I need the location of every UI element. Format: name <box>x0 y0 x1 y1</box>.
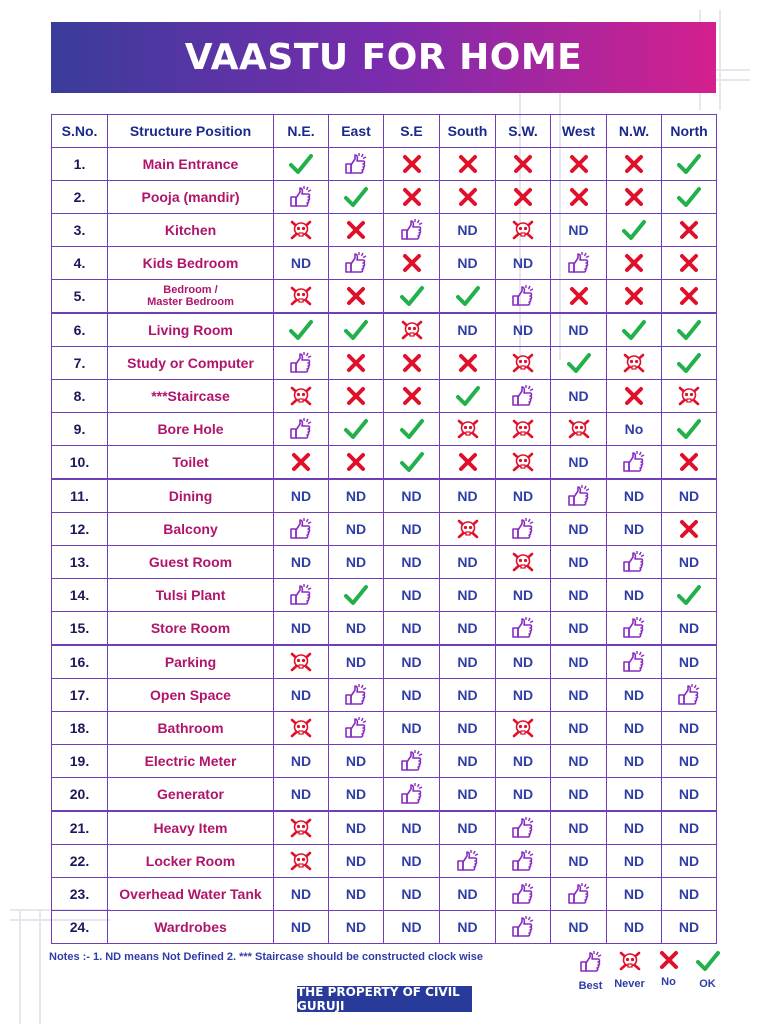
direction-value: ND <box>607 878 662 911</box>
check-icon <box>440 380 496 413</box>
notes: Notes :- 1. ND means Not Defined 2. *** Staircase should be constructed clock wise <box>49 951 484 963</box>
direction-value: ND <box>551 845 607 878</box>
row-number: 17. <box>52 679 108 712</box>
skull-icon <box>496 546 551 579</box>
structure-name: Overhead Water Tank <box>108 878 274 911</box>
row-number: 18. <box>52 712 108 745</box>
cross-icon <box>440 181 496 214</box>
row-number: 10. <box>52 446 108 480</box>
check-icon <box>662 413 717 446</box>
structure-name: Study or Computer <box>108 347 274 380</box>
structure-name: Main Entrance <box>108 148 274 181</box>
check-icon <box>607 214 662 247</box>
cross-icon <box>384 148 440 181</box>
direction-value: ND <box>329 878 384 911</box>
direction-value: ND <box>440 911 496 944</box>
structure-name: Parking <box>108 645 274 679</box>
direction-value: ND <box>274 911 329 944</box>
thumbs-up-icon <box>496 878 551 911</box>
check-icon <box>662 181 717 214</box>
legend-item-ok <box>691 950 724 990</box>
thumbs-up-icon <box>384 745 440 778</box>
cross-icon <box>662 214 717 247</box>
direction-value: ND <box>607 778 662 812</box>
table-row <box>52 911 717 944</box>
thumbs-up-icon <box>496 811 551 845</box>
thumbs-up-icon <box>579 950 603 979</box>
table-row <box>52 313 717 347</box>
thumbs-up-icon <box>551 479 607 513</box>
direction-value: ND <box>384 645 440 679</box>
thumbs-up-icon <box>496 845 551 878</box>
skull-icon <box>496 712 551 745</box>
structure-name: Bore Hole <box>108 413 274 446</box>
table-row <box>52 181 717 214</box>
legend-item-best <box>574 950 607 992</box>
row-number: 11. <box>52 479 108 513</box>
cross-icon <box>329 347 384 380</box>
direction-value: ND <box>496 745 551 778</box>
cross-icon <box>440 446 496 480</box>
skull-icon <box>662 380 717 413</box>
check-icon <box>551 347 607 380</box>
cross-icon <box>551 280 607 314</box>
direction-value: ND <box>440 778 496 812</box>
structure-name: Open Space <box>108 679 274 712</box>
cross-icon <box>384 380 440 413</box>
direction-value: ND <box>551 546 607 579</box>
table-row <box>52 811 717 845</box>
skull-icon <box>274 214 329 247</box>
thumbs-up-icon <box>384 214 440 247</box>
cross-icon <box>551 181 607 214</box>
thumbs-up-icon <box>607 446 662 480</box>
structure-name: Heavy Item <box>108 811 274 845</box>
direction-value: ND <box>607 845 662 878</box>
check-icon <box>662 579 717 612</box>
direction-value: ND <box>384 712 440 745</box>
direction-value: ND <box>662 911 717 944</box>
check-icon <box>440 280 496 314</box>
direction-value: ND <box>274 247 329 280</box>
direction-value: ND <box>440 612 496 646</box>
skull-icon <box>384 313 440 347</box>
direction-value: ND <box>607 579 662 612</box>
direction-value: ND <box>551 811 607 845</box>
direction-value: ND <box>384 811 440 845</box>
row-number: 8. <box>52 380 108 413</box>
structure-name: Wardrobes <box>108 911 274 944</box>
check-icon <box>384 413 440 446</box>
skull-icon <box>274 380 329 413</box>
check-icon <box>662 148 717 181</box>
table-row <box>52 247 717 280</box>
direction-value: ND <box>329 911 384 944</box>
skull-icon <box>274 845 329 878</box>
skull-icon <box>496 446 551 480</box>
row-number: 21. <box>52 811 108 845</box>
row-number: 23. <box>52 878 108 911</box>
direction-value: ND <box>384 513 440 546</box>
col-header-structure: Structure Position <box>108 115 274 148</box>
footer-banner: THE PROPERTY OF CIVIL GURUJI <box>297 986 472 1012</box>
check-icon <box>384 446 440 480</box>
vaastu-table <box>51 114 717 944</box>
row-number: 22. <box>52 845 108 878</box>
cross-icon <box>662 446 717 480</box>
table-row <box>52 712 717 745</box>
table-row <box>52 612 717 646</box>
direction-value: ND <box>440 247 496 280</box>
table-row <box>52 878 717 911</box>
cross-icon <box>440 148 496 181</box>
skull-icon <box>496 413 551 446</box>
direction-value: ND <box>551 380 607 413</box>
row-number: 7. <box>52 347 108 380</box>
direction-value: ND <box>496 479 551 513</box>
direction-value: ND <box>662 811 717 845</box>
direction-value: ND <box>440 313 496 347</box>
legend <box>574 950 724 992</box>
direction-value: ND <box>384 612 440 646</box>
cross-icon <box>384 347 440 380</box>
thumbs-up-icon <box>496 280 551 314</box>
cross-icon <box>496 148 551 181</box>
thumbs-up-icon <box>274 413 329 446</box>
col-header-sw: S.W. <box>496 115 551 148</box>
direction-value: ND <box>440 745 496 778</box>
direction-value: ND <box>384 579 440 612</box>
structure-name: Balcony <box>108 513 274 546</box>
skull-icon <box>274 712 329 745</box>
row-number: 14. <box>52 579 108 612</box>
direction-value: ND <box>607 911 662 944</box>
direction-value: ND <box>440 546 496 579</box>
skull-icon <box>551 413 607 446</box>
cross-icon <box>384 181 440 214</box>
direction-value: ND <box>274 479 329 513</box>
direction-value: ND <box>551 446 607 480</box>
col-header-sno: S.No. <box>52 115 108 148</box>
structure-name: Store Room <box>108 612 274 646</box>
direction-value: ND <box>607 479 662 513</box>
thumbs-up-icon <box>496 380 551 413</box>
direction-value: ND <box>551 679 607 712</box>
direction-value: ND <box>329 778 384 812</box>
direction-value: ND <box>274 878 329 911</box>
thumbs-up-icon <box>274 347 329 380</box>
row-number: 4. <box>52 247 108 280</box>
direction-value: ND <box>607 679 662 712</box>
row-number: 3. <box>52 214 108 247</box>
table-row <box>52 446 717 480</box>
direction-value: ND <box>274 612 329 646</box>
direction-value: ND <box>662 745 717 778</box>
thumbs-up-icon <box>329 679 384 712</box>
direction-value: ND <box>274 745 329 778</box>
structure-name: Dining <box>108 479 274 513</box>
legend-label: Never <box>614 978 645 990</box>
direction-value: ND <box>551 645 607 679</box>
direction-value: ND <box>607 811 662 845</box>
thumbs-up-icon <box>496 911 551 944</box>
direction-value: ND <box>496 778 551 812</box>
cross-icon <box>329 446 384 480</box>
direction-value: ND <box>551 214 607 247</box>
direction-value: No <box>607 413 662 446</box>
structure-name: Locker Room <box>108 845 274 878</box>
direction-value: ND <box>440 811 496 845</box>
header-row <box>52 115 717 148</box>
check-icon <box>662 313 717 347</box>
structure-name: Electric Meter <box>108 745 274 778</box>
direction-value: ND <box>496 645 551 679</box>
direction-value: ND <box>551 911 607 944</box>
thumbs-up-icon <box>440 845 496 878</box>
table-row <box>52 845 717 878</box>
direction-value: ND <box>329 811 384 845</box>
direction-value: ND <box>662 645 717 679</box>
cross-icon <box>607 148 662 181</box>
thumbs-up-icon <box>274 579 329 612</box>
check-icon <box>329 181 384 214</box>
check-icon <box>329 413 384 446</box>
table-row <box>52 214 717 247</box>
skull-icon <box>440 413 496 446</box>
structure-name: Living Room <box>108 313 274 347</box>
direction-value: ND <box>440 579 496 612</box>
legend-label: No <box>661 976 676 988</box>
check-icon <box>607 313 662 347</box>
thumbs-up-icon <box>329 148 384 181</box>
skull-icon <box>274 645 329 679</box>
direction-value: ND <box>551 313 607 347</box>
row-number: 5. <box>52 280 108 314</box>
check-icon <box>384 280 440 314</box>
row-number: 6. <box>52 313 108 347</box>
direction-value: ND <box>440 214 496 247</box>
direction-value: ND <box>329 845 384 878</box>
structure-name: ***Staircase <box>108 380 274 413</box>
cross-icon <box>329 214 384 247</box>
cross-icon <box>607 247 662 280</box>
direction-value: ND <box>551 778 607 812</box>
skull-icon <box>618 950 642 977</box>
row-number: 19. <box>52 745 108 778</box>
direction-value: ND <box>329 479 384 513</box>
skull-icon <box>440 513 496 546</box>
table-row <box>52 413 717 446</box>
cross-icon <box>551 148 607 181</box>
row-number: 12. <box>52 513 108 546</box>
direction-value: ND <box>274 679 329 712</box>
legend-item-no <box>652 950 685 988</box>
direction-value: ND <box>551 513 607 546</box>
row-number: 13. <box>52 546 108 579</box>
direction-value: ND <box>384 479 440 513</box>
skull-icon <box>607 347 662 380</box>
structure-name: Pooja (mandir) <box>108 181 274 214</box>
direction-value: ND <box>496 579 551 612</box>
skull-icon <box>274 811 329 845</box>
row-number: 24. <box>52 911 108 944</box>
legend-label: Best <box>578 980 603 992</box>
cross-icon <box>662 513 717 546</box>
direction-value: ND <box>329 546 384 579</box>
cross-icon <box>659 950 679 975</box>
direction-value: ND <box>329 513 384 546</box>
thumbs-up-icon <box>384 778 440 812</box>
direction-value: ND <box>274 546 329 579</box>
row-number: 2. <box>52 181 108 214</box>
direction-value: ND <box>274 778 329 812</box>
direction-value: ND <box>496 679 551 712</box>
cross-icon <box>329 380 384 413</box>
direction-value: ND <box>551 612 607 646</box>
thumbs-up-icon <box>274 513 329 546</box>
thumbs-up-icon <box>329 712 384 745</box>
direction-value: ND <box>551 579 607 612</box>
direction-value: ND <box>384 845 440 878</box>
direction-value: ND <box>662 878 717 911</box>
structure-name: Guest Room <box>108 546 274 579</box>
table-body <box>52 148 717 944</box>
direction-value: ND <box>551 712 607 745</box>
col-header-ne: N.E. <box>274 115 329 148</box>
direction-value: ND <box>496 247 551 280</box>
thumbs-up-icon <box>551 878 607 911</box>
check-icon <box>696 950 720 977</box>
table-row <box>52 745 717 778</box>
cross-icon <box>440 347 496 380</box>
direction-value: ND <box>384 679 440 712</box>
direction-value: ND <box>329 745 384 778</box>
direction-value: ND <box>496 313 551 347</box>
cross-icon <box>607 280 662 314</box>
direction-value: ND <box>607 712 662 745</box>
direction-value: ND <box>607 745 662 778</box>
cross-icon <box>607 380 662 413</box>
direction-value: ND <box>440 679 496 712</box>
cross-icon <box>274 446 329 480</box>
table-row <box>52 513 717 546</box>
direction-value: ND <box>662 712 717 745</box>
structure-name: Generator <box>108 778 274 812</box>
table-row <box>52 645 717 679</box>
thumbs-up-icon <box>607 645 662 679</box>
col-header-north: North <box>662 115 717 148</box>
row-number: 16. <box>52 645 108 679</box>
table-row <box>52 347 717 380</box>
check-icon <box>329 579 384 612</box>
table-row <box>52 579 717 612</box>
structure-name: Tulsi Plant <box>108 579 274 612</box>
check-icon <box>329 313 384 347</box>
title-banner <box>51 22 716 93</box>
row-number: 15. <box>52 612 108 646</box>
structure-name: Bedroom / Master Bedroom <box>108 280 274 314</box>
table-row <box>52 679 717 712</box>
cross-icon <box>607 181 662 214</box>
thumbs-up-icon <box>607 612 662 646</box>
col-header-nw: N.W. <box>607 115 662 148</box>
col-header-south: South <box>440 115 496 148</box>
skull-icon <box>496 347 551 380</box>
legend-item-never <box>613 950 646 990</box>
col-header-west: West <box>551 115 607 148</box>
thumbs-up-icon <box>496 513 551 546</box>
thumbs-up-icon <box>496 612 551 646</box>
cross-icon <box>662 247 717 280</box>
direction-value: ND <box>440 645 496 679</box>
table-row <box>52 546 717 579</box>
cross-icon <box>384 247 440 280</box>
thumbs-up-icon <box>274 181 329 214</box>
direction-value: ND <box>662 612 717 646</box>
page-title: VAASTU FOR HOME <box>184 37 583 78</box>
check-icon <box>274 148 329 181</box>
direction-value: ND <box>662 778 717 812</box>
cross-icon <box>496 181 551 214</box>
structure-name: Bathroom <box>108 712 274 745</box>
direction-value: ND <box>662 479 717 513</box>
direction-value: ND <box>607 513 662 546</box>
table-row <box>52 148 717 181</box>
skull-icon <box>496 214 551 247</box>
direction-value: ND <box>440 878 496 911</box>
skull-icon <box>274 280 329 314</box>
table-row <box>52 479 717 513</box>
check-icon <box>274 313 329 347</box>
direction-value: ND <box>384 546 440 579</box>
check-icon <box>662 347 717 380</box>
table-row <box>52 778 717 812</box>
direction-value: ND <box>440 712 496 745</box>
direction-value: ND <box>551 745 607 778</box>
structure-name: Toilet <box>108 446 274 480</box>
cross-icon <box>329 280 384 314</box>
cross-icon <box>662 280 717 314</box>
thumbs-up-icon <box>329 247 384 280</box>
thumbs-up-icon <box>551 247 607 280</box>
direction-value: ND <box>329 645 384 679</box>
row-number: 9. <box>52 413 108 446</box>
thumbs-up-icon <box>607 546 662 579</box>
direction-value: ND <box>662 546 717 579</box>
direction-value: ND <box>384 878 440 911</box>
table-row <box>52 380 717 413</box>
direction-value: ND <box>440 479 496 513</box>
direction-value: ND <box>329 612 384 646</box>
direction-value: ND <box>384 911 440 944</box>
row-number: 20. <box>52 778 108 812</box>
direction-value: ND <box>662 845 717 878</box>
legend-label: OK <box>699 978 716 990</box>
row-number: 1. <box>52 148 108 181</box>
thumbs-up-icon <box>662 679 717 712</box>
table-row <box>52 280 717 314</box>
structure-name: Kitchen <box>108 214 274 247</box>
col-header-se: S.E <box>384 115 440 148</box>
structure-name: Kids Bedroom <box>108 247 274 280</box>
col-header-east: East <box>329 115 384 148</box>
